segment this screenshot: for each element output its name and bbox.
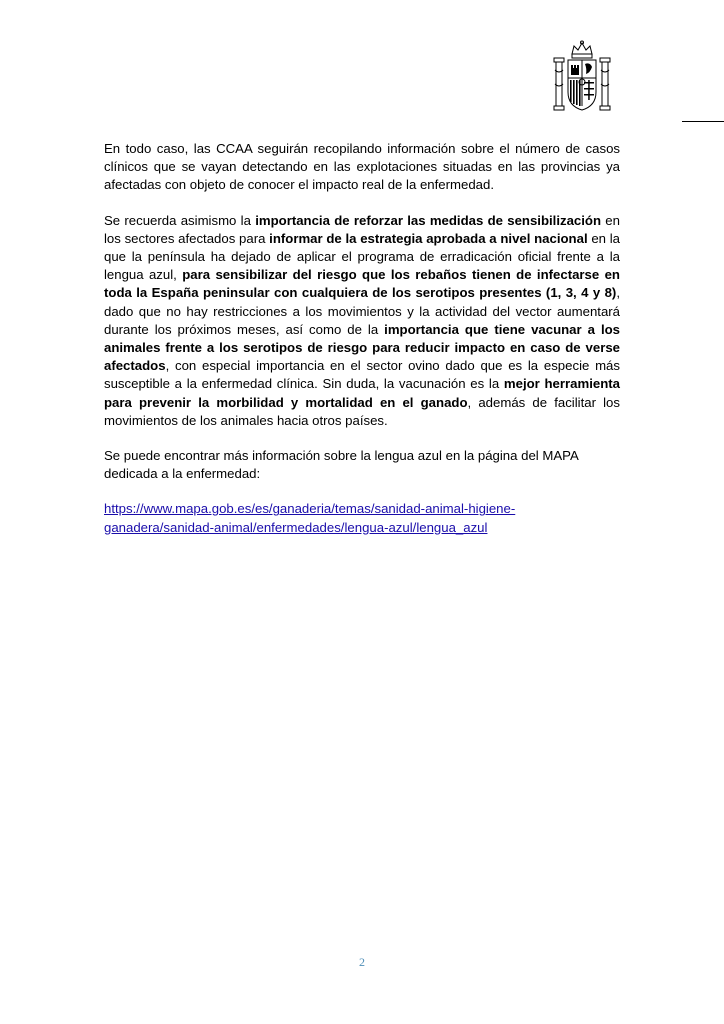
paragraph-ccaa-information: En todo caso, las CCAA seguirán recopilando información sobre el número de casos clínicos que se vayan detectando en las explotaciones situadas en las provincias ya afectadas con objeto de conocer el impacto real de la enfermedad. (104, 141, 620, 193)
paragraph-sensitization (104, 212, 620, 430)
bold-run: para sensibilizar del riesgo que los rebaños tienen de infectarse en toda la España peninsular con cualquiera de los serotipos presentes (1, 3, 4 y 8) (104, 267, 620, 301)
bold-run: importancia que tiene vacunar a los animales frente a los serotipos de riesgo para reducir impacto en caso de verse afectados (104, 321, 620, 374)
header-rule (682, 121, 724, 122)
page-number: 2 (359, 955, 365, 969)
text-run: en la que la península ha dejado de aplicar el programa de erradicación oficial frente a la lengua azul, (104, 230, 620, 283)
bold-run: importancia de reforzar las medidas de sensibilización (255, 212, 602, 228)
text-run: , además de facilitar los movimientos de los animales hacia otros países. (104, 394, 620, 428)
text-run: en los sectores afectados para (104, 212, 620, 246)
link-line: https://www.mapa.gob.es/es/ganaderia/temas/sanidad-animal-higiene- (104, 501, 516, 517)
spain-coat-of-arms-icon (552, 40, 612, 118)
text-run: , dado que no hay restricciones a los movimientos y la actividad del vector aumentará durante los próximos meses, así como de la (104, 285, 620, 337)
bold-run: informar de la estrategia aprobada a nivel nacional (269, 230, 588, 246)
link-line: ganadera/sanidad-animal/enfermedades/lengua-azul/lengua_azul (104, 519, 488, 535)
document-body (104, 140, 620, 537)
mapa-lengua-azul-link[interactable] (104, 500, 620, 536)
paragraph-more-information: Se puede encontrar más información sobre la lengua azul en la página del MAPA dedicada a la enfermedad: (104, 448, 579, 482)
text-run: Se recuerda asimismo la (104, 212, 256, 228)
bold-run: mejor herramienta para prevenir la morbilidad y mortalidad en el ganado (104, 376, 620, 410)
text-run: , con especial importancia en el sector ovino dado que es la especie más susceptible a la enfermedad clínica. Sin duda, la vacunación es la (104, 358, 620, 392)
